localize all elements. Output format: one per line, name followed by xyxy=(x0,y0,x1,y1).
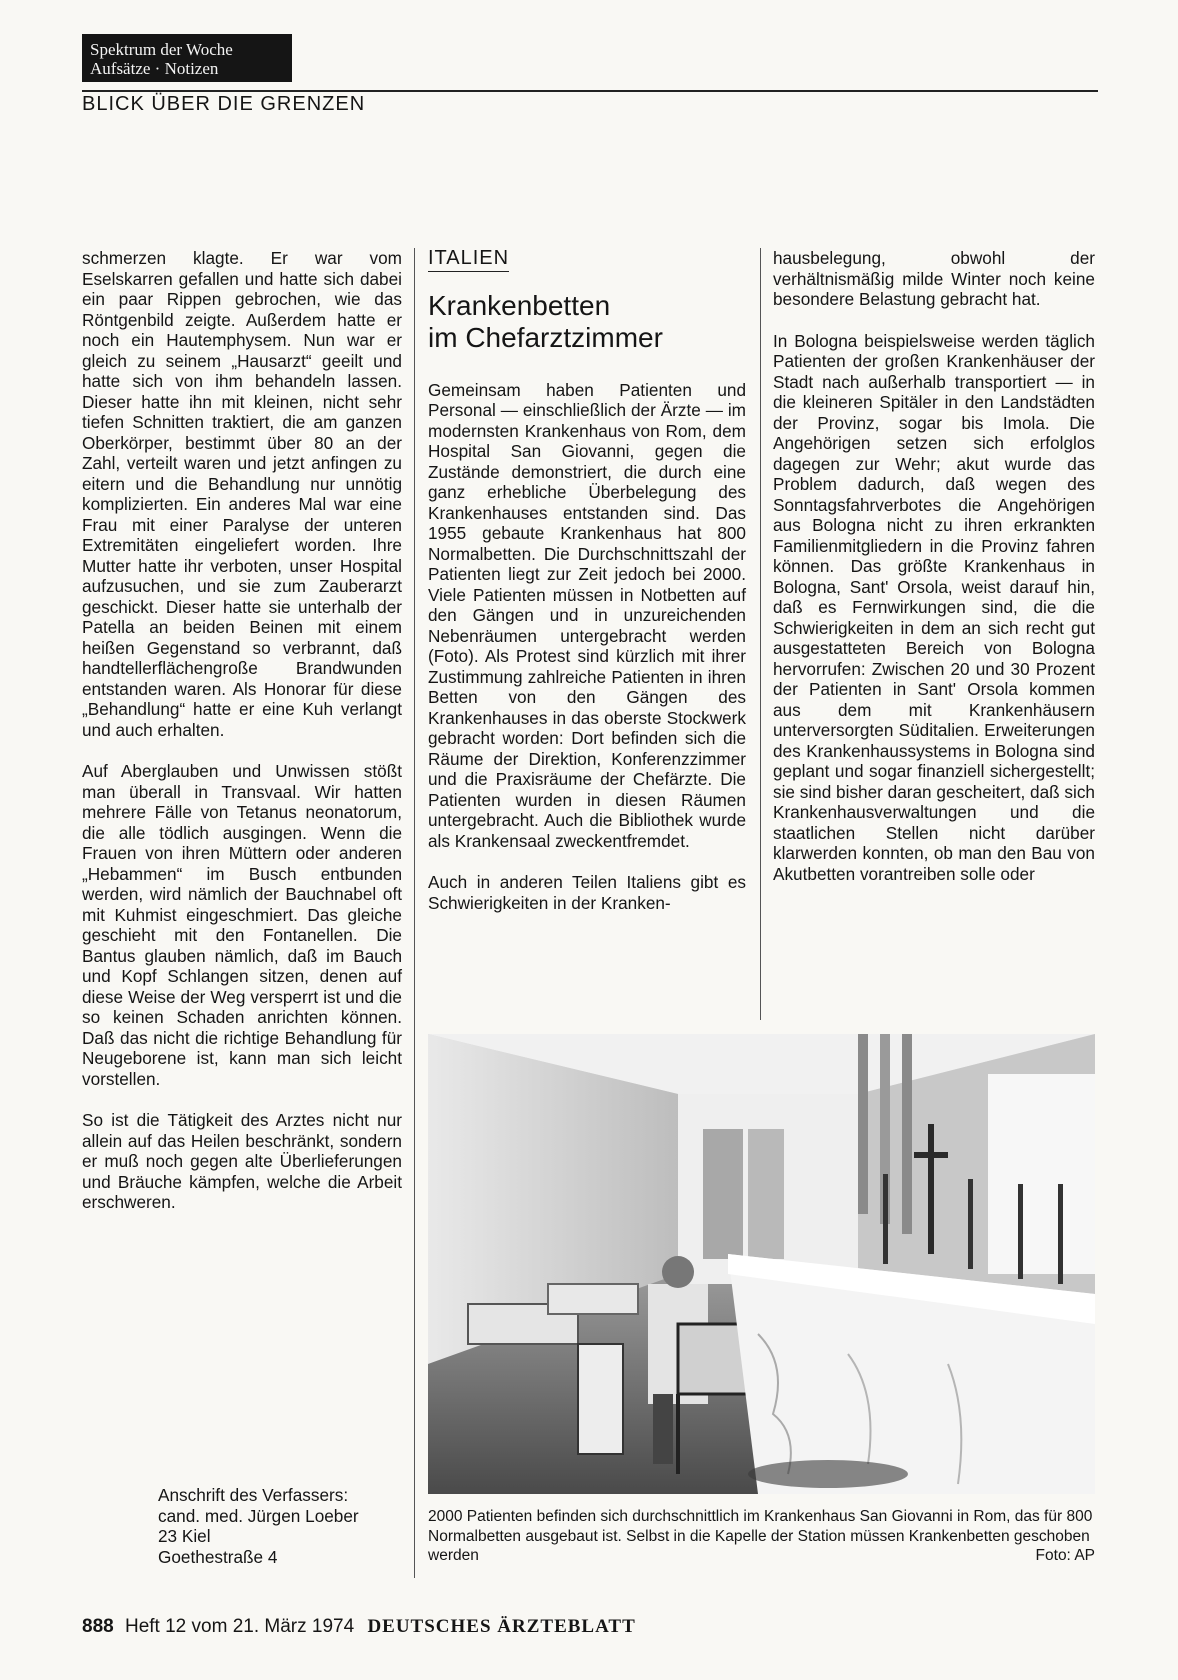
masthead-line1: Spektrum der Woche xyxy=(90,40,233,59)
address-line: Anschrift des Verfassers: xyxy=(158,1485,349,1505)
paragraph: hausbelegung, obwohl der verhältnismäßig milde Winter noch keine besondere Belastung gebracht hat. xyxy=(773,248,1095,309)
headline-line: im Chefarztzimmer xyxy=(428,321,663,353)
top-rule xyxy=(82,90,1098,92)
paragraph: So ist die Tätigkeit des Arztes nicht nur allein auf das Heilen beschränkt, sondern er muß noch gegen alte Überlieferungen und Bräuche kämpfen, welche die Arbeit erschweren. xyxy=(82,1110,402,1212)
issue-info: Heft 12 vom 21. März 1974 xyxy=(124,1616,355,1637)
column-right xyxy=(773,248,1095,905)
paragraph: In Bologna beispielsweise werden täglich Patienten der großen Krankenhäuser der Stadt nach außerhalb transportiert — in die kleineren Spitäler in den Landstädten der Provinz, sogar bis Imola. Die Angehörigen setzen sich erfolglos dagegen zur Wehr; akut wurde das Problem dadurch, daß wegen des Sonntagsfahrverbotes die Angehörigen aus Bologna nicht zu ihren erkrankten Familienmitgliedern in die Provinz fahren können. Das größte Krankenhaus in Bologna, Sant' Orsola, weist darauf hin, daß es Fernwirkungen sind, die die Schwierigkeiten in dem an sich recht gut ausgestatteten Bereich von Bologna hervorrufen: Zwischen 20 und 30 Prozent der Patienten in Sant' Orsola kommen aus dem mit Krankenhäusern unterversorgten Süditalien. Erweiterungen des Krankenhaussystems in Bologna sind geplant und sogar finanziell sichergestellt; sie sind bisher daran gescheitert, daß sich Krankenhausverwaltungen und die staatlichen Stellen nicht darüber klarwerden konnten, ob man den Bau von Akutbetten vorantreiben solle oder xyxy=(773,330,1095,884)
column-middle xyxy=(428,248,746,934)
paragraph: Gemeinsam haben Patienten und Personal — einschließlich der Ärzte — im modernsten Krankenhaus von Rom, dem Hospital San Giovanni, gegen die Zustände demonstriert, die durch eine ganz erhebliche Überbelegung des Krankenhauses entstanden sind. Das 1955 gebaute Krankenhaus hat 800 Normalbetten. Die Durchschnittszahl der Patienten liegt zur Zeit jedoch bei 2000. Viele Patienten müssen in Notbetten auf den Gängen und in unzureichenden Nebenräumen untergebracht werden (Foto). Als Protest sind kürzlich mit ihrer Zustimmung zahlreiche Patienten in ihren Betten von den Gängen des Krankenhauses in das oberste Stockwerk gebracht worden: Dort befinden sich die Räume der Direktion, Konferenzzimmer und die Praxisräume der Chefärzte. Die Patienten wurden in diesen Räumen untergebracht. Auch die Bibliothek wurde als Krankensaal zweckentfremdet. xyxy=(428,379,746,851)
paragraph: schmerzen klagte. Er war vom Eselskarren gefallen und hatte sich dabei ein paar Rippen gebrochen, wie das Röntgenbild zeigte. Außerdem hatte er noch ein Hautemphysem. Nun war er gleich zu seinem „Hausarzt“ geeilt und hatte sich von ihm behandeln lassen. Dieser hatte ihn mit kleinen, nicht sehr tiefen Schnitten traktiert, die am ganzen Oberkörper, bestimmt über 80 an der Zahl, verteilt waren und jetzt anfingen zu eitern und die Behandlung nur unnötig komplizierten. Ein anderes Mal war eine Frau mit einer Paralyse der unteren Extremitäten eingeliefert worden. Ihre Mutter hatte ihr verboten, unser Hospital aufzusuchen, und sie zum Zauberarzt geschickt. Dieser hatte sie unterhalb der Patella an beiden Beinen mit einem heißen Gegenstand so verbrannt, daß handtellerflächengroße Brandwunden entstanden waren. Als Honorar für diese „Behandlung“ hatte er eine Kuh verlangt und auch erhalten. xyxy=(82,248,402,740)
article-headline xyxy=(428,290,746,354)
photo-caption xyxy=(428,1507,1095,1566)
masthead-line2: Aufsätze · Notizen xyxy=(90,59,219,78)
paragraph: Auch in anderen Teilen Italiens gibt es Schwierigkeiten in der Kranken- xyxy=(428,872,746,913)
address-line: cand. med. Jürgen Loeber xyxy=(158,1505,359,1526)
paragraph: Auf Aberglauben und Unwissen stößt man überall in Transvaal. Wir hatten mehrere Fälle von Tetanus neonatorum, die alle tödlich ausgingen. Wenn die Frauen von ihren Müttern oder anderen „Hebammen“ im Busch entbunden werden, wird nämlich der Bauchnabel oft mit Kuhmist eingeschmiert. Das gleiche geschieht mit den Fontanellen. Die Bantus glauben nämlich, daß im Bauch und Kopf Schlangen sitzen, denen auf diese Weise der Weg versperrt ist und die so keinen Schaden anrichten können. Daß das nicht die richtige Behandlung für Neugeborene ist, kann man sich leicht vorstellen. xyxy=(82,761,402,1089)
column-divider xyxy=(760,248,761,1020)
page-footer xyxy=(82,1616,636,1638)
address-line: Goethestraße 4 xyxy=(158,1546,278,1567)
article-kicker: ITALIEN xyxy=(428,248,509,272)
masthead-box xyxy=(82,34,292,82)
author-address xyxy=(158,1485,359,1567)
section-heading: BLICK ÜBER DIE GRENZEN xyxy=(82,93,366,115)
column-divider xyxy=(414,248,415,1578)
hospital-photo xyxy=(428,1034,1095,1494)
column-left xyxy=(82,248,402,1234)
photo-illustration xyxy=(428,1034,1095,1494)
publication-name: DEUTSCHES ÄRZTEBLATT xyxy=(367,1616,636,1637)
page-number: 888 xyxy=(82,1616,114,1637)
caption-text: 2000 Patienten befinden sich durchschnittlich im Krankenhaus San Giovanni in Rom, das für 800 Normalbetten ausgebaut ist. Selbst in die Kapelle der Station müssen Krankenbetten geschoben werden xyxy=(428,1508,1093,1564)
address-line: 23 Kiel xyxy=(158,1526,211,1546)
headline-line: Krankenbetten xyxy=(428,289,611,321)
photo-credit: Foto: AP xyxy=(1035,1547,1095,1564)
